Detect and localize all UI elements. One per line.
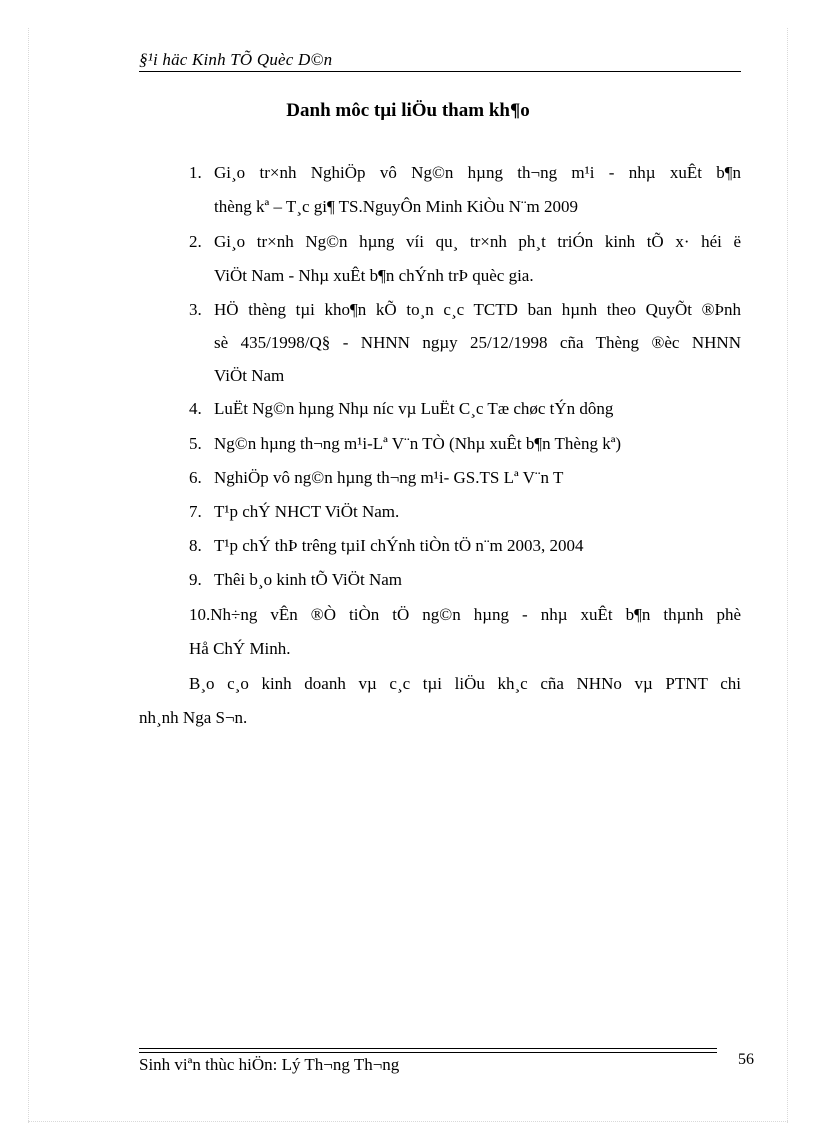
page-number: 56 [738,1051,754,1068]
reference-number: 9. [189,570,202,589]
reference-line: T¹p chÝ NHCT ViÖt Nam. [214,502,400,521]
page-header [139,50,741,72]
reference-number: 2. [189,232,202,251]
reference-number: 3. [189,300,202,319]
reference-line: Thêi b¸o kinh tÕ ViÖt Nam [214,570,403,589]
page-bottom-border [28,1121,788,1122]
reference-number: 8. [189,536,202,555]
reference-line: Hå ChÝ Minh. [189,639,291,658]
reference-line: Gi¸o tr×nh NghiÖp vô Ng©n hµng th¬ng m¹i - nhµ xuÊt b¶n [214,163,741,182]
header-text: §¹i häc Kinh TÕ Quèc D©n [139,50,333,69]
reference-number: 7. [189,502,202,521]
reference-line: NghiÖp vô ng©n hµng th¬ng m¹i- GS.TS Lª V¨n T [214,468,564,487]
header-rule [139,71,741,72]
footer-rule [139,1048,717,1049]
reference-line: T¹p chÝ thÞ trêng tµiI chÝnh tiÒn tÖ n¨m 2003, 2004 [214,536,584,555]
reference-line: 10.Nh÷ng vÊn ®Ò tiÒn tÖ ng©n hµng - nhµ xuÊt b¶n thµnh phè [189,605,741,624]
page-title: Danh môc tµi liÖu tham kh¶o [286,100,530,121]
reference-line: HÖ thèng tµi kho¶n kÕ to¸n c¸c TCTD ban hµnh theo QuyÕt ®Þnh [214,300,741,319]
footer-author: Sinh viªn thùc hiÖn: Lý Th¬ng Th¬ng [139,1055,400,1074]
reference-number: 1. [189,163,202,182]
reference-line: thèng kª – T¸c gi¶ TS.NguyÔn Minh KiÒu N¨m 2009 [214,197,579,216]
footer-rule [139,1052,717,1053]
closing-paragraph-line: nh¸nh Nga S¬n. [139,708,248,727]
page-border [28,28,788,1123]
reference-number: 4. [189,399,202,418]
reference-line: sè 435/1998/Q§ - NHNN ngµy 25/12/1998 cña Thèng ®èc NHNN [214,333,741,352]
reference-line: ViÖt Nam - Nhµ xuÊt b¶n chÝnh trÞ quèc gia. [214,266,534,285]
reference-number: 6. [189,468,202,487]
reference-number: 5. [189,434,202,453]
reference-line: ViÖt Nam [214,366,285,385]
reference-line: Gi¸o tr×nh Ng©n hµng víi qu¸ tr×nh ph¸t triÓn kinh tÕ x· héi ë [214,232,741,251]
reference-line: LuËt Ng©n hµng Nhµ níc vµ LuËt C¸c Tæ chøc tÝn dông [214,399,614,418]
closing-paragraph-line: B¸o c¸o kinh doanh vµ c¸c tµi liÖu kh¸c cña NHNo vµ PTNT chi [189,674,741,693]
reference-line: Ng©n hµng th¬ng m¹i-Lª V¨n TÒ (Nhµ xuÊt b¶n Thèng kª) [214,434,622,453]
